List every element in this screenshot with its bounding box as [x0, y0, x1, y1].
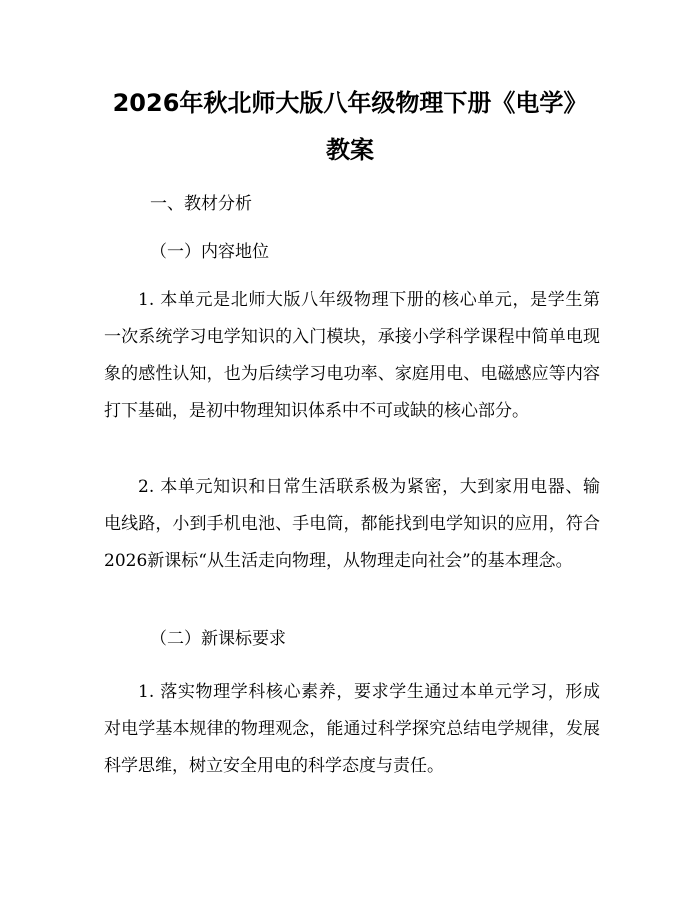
subsection-heading-curriculum-requirements: （二）新课标要求: [150, 629, 286, 649]
paragraph-content-position-2: 2. 本单元知识和日常生活联系极为紧密，大到家用电器、输电线路，小到手机电池、手电筒，都能找到电学知识的应用，符合2026新课标“从生活走向物理，从物理走向社会”的基本理念。: [104, 477, 600, 571]
paragraph-curriculum-requirements-1: 1. 落实物理学科核心素养，要求学生通过本单元学习，形成对电学基本规律的物理观念，能通过科学探究总结电学规律，发展科学思维，树立安全用电的科学态度与责任。: [104, 682, 600, 776]
paragraph-content-position-1: 1. 本单元是北师大版八年级物理下册的核心单元，是学生第一次系统学习电学知识的入门模块，承接小学科学课程中简单电现象的感性认知，也为后续学习电功率、家庭用电、电磁感应等内容打下基础，是初中物理知识体系中不可或缺的核心部分。: [104, 290, 600, 421]
document-title-line2: 教案: [326, 136, 374, 164]
document-title-line1: 2026年秋北师大版八年级物理下册《电学》: [112, 89, 588, 117]
section-heading-textbook-analysis: 一、教材分析: [150, 194, 252, 214]
subsection-heading-content-position: （一）内容地位: [150, 242, 269, 262]
